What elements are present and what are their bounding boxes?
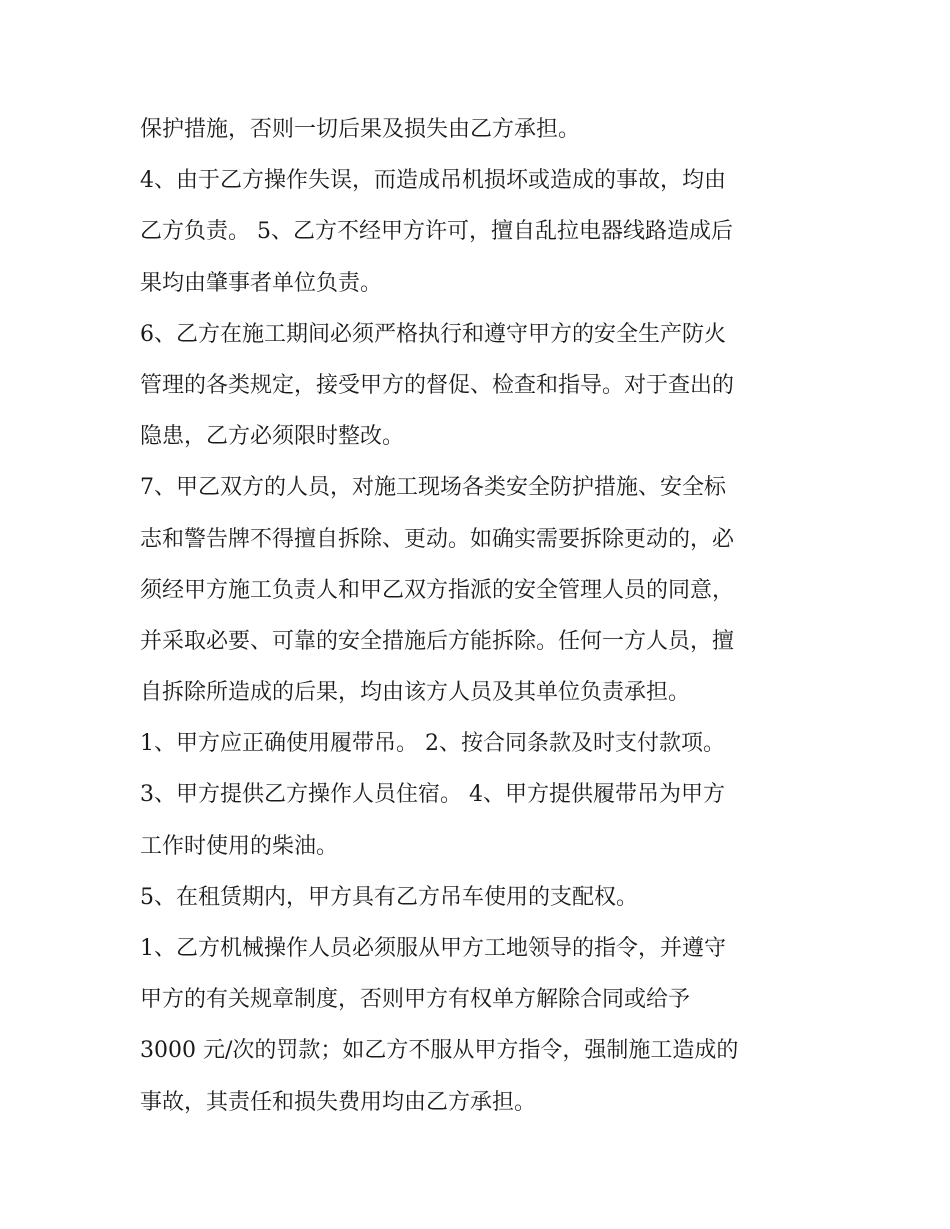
text-line-8: 7、甲乙双方的人员，对施工现场各类安全防护措施、安全标 <box>140 475 726 501</box>
text-line-7: 隐患，乙方必须限时整改。 <box>140 424 405 450</box>
text-line-19: 3000 元/次的罚款；如乙方不服从甲方指令，强制施工造成的 <box>140 1038 739 1064</box>
text-line-11: 并采取必要、可靠的安全措施后方能拆除。任何一方人员，擅 <box>140 628 735 654</box>
text-line-4: 果均由肇事者单位负责。 <box>140 270 383 296</box>
text-line-16: 5、在租赁期内，甲方具有乙方吊车使用的支配权。 <box>140 884 638 910</box>
text-line-15: 工作时使用的柴油。 <box>140 833 339 859</box>
text-line-6: 管理的各类规定，接受甲方的督促、检查和指导。对于查出的 <box>140 372 735 398</box>
document-body <box>140 104 830 1128</box>
text-line-9: 志和警告牌不得擅自拆除、更动。如确实需要拆除更动的，必 <box>140 526 735 552</box>
text-line-12: 自拆除所造成的后果，均由该方人员及其单位负责承担。 <box>140 680 691 706</box>
text-line-3: 乙方负责。 5、乙方不经甲方许可，擅自乱拉电器线路造成后 <box>140 219 733 245</box>
text-line-14: 3、甲方提供乙方操作人员住宿。 4、甲方提供履带吊为甲方 <box>140 782 725 808</box>
text-line-5: 6、乙方在施工期间必须严格执行和遵守甲方的安全生产防火 <box>140 321 726 347</box>
text-line-2: 4、由于乙方操作失误，而造成吊机损坏或造成的事故，均由 <box>140 168 726 194</box>
text-line-10: 须经甲方施工负责人和甲乙双方指派的安全管理人员的同意， <box>140 577 735 603</box>
text-line-17: 1、乙方机械操作人员必须服从甲方工地领导的指令，并遵守 <box>140 936 726 961</box>
text-line-1: 保护措施，否则一切后果及损失由乙方承担。 <box>140 117 581 142</box>
text-line-13: 1、甲方应正确使用履带吊。 2、按合同条款及时支付款项。 <box>140 731 725 757</box>
text-line-18: 甲方的有关规章制度，否则甲方有权单方解除合同或给予 <box>140 987 691 1013</box>
text-line-20: 事故，其责任和损失费用均由乙方承担。 <box>140 1089 537 1115</box>
